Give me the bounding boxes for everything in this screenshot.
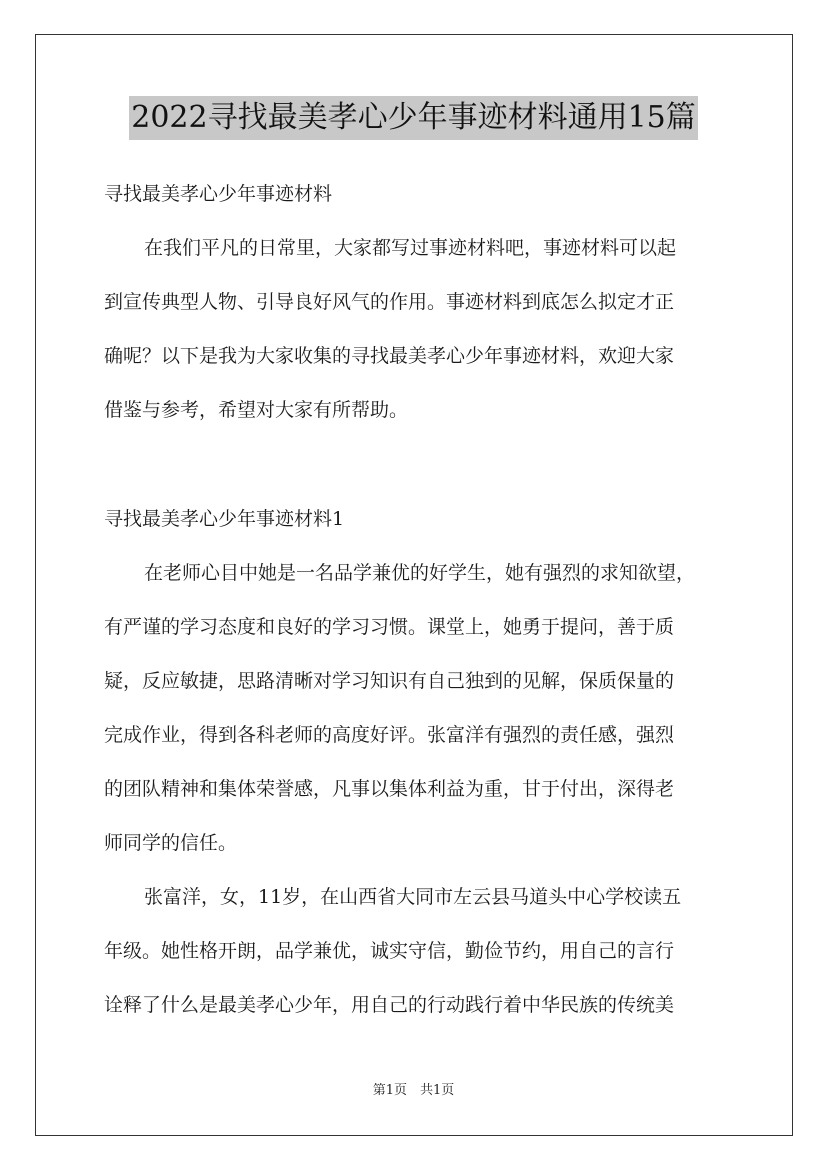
para1-line-5: 的团队精神和集体荣誉感，凡事以集体利益为重，甘于付出，深得老: [104, 778, 675, 800]
para1-line-3: 疑，反应敏捷，思路清晰对学习知识有自己独到的见解，保质保量的: [104, 670, 675, 692]
section-heading-1: 寻找最美孝心少年事迹材料1: [104, 508, 345, 530]
para2-line-2: 年级。她性格开朗，品学兼优，诚实守信，勤俭节约，用自己的言行: [104, 940, 675, 962]
para1-line-4: 完成作业，得到各科老师的高度好评。张富洋有强烈的责任感，强烈: [104, 724, 675, 746]
section-heading-intro: 寻找最美孝心少年事迹材料: [104, 183, 333, 205]
intro-line-3: 确呢？以下是我为大家收集的寻找最美孝心少年事迹材料，欢迎大家: [104, 345, 675, 367]
title-container: [0, 96, 827, 140]
intro-line-1: 在我们平凡的日常里，大家都写过事迹材料吧，事迹材料可以起: [144, 237, 677, 259]
para1-line-6: 师同学的信任。: [104, 832, 238, 854]
para1-line-1: 在老师心目中她是一名品学兼优的好学生，她有强烈的求知欲望，: [144, 562, 696, 584]
intro-line-2: 到宣传典型人物、引导良好风气的作用。事迹材料到底怎么拟定才正: [104, 291, 675, 313]
intro-line-4: 借鉴与参考，希望对大家有所帮助。: [104, 399, 409, 421]
para1-line-2: 有严谨的学习态度和良好的学习习惯。课堂上，她勇于提问，善于质: [104, 616, 675, 638]
page-footer: 第1页 共1页: [372, 1083, 455, 1098]
document-title: 2022寻找最美孝心少年事迹材料通用15篇: [129, 96, 698, 140]
para2-line-1: 张富洋，女，11岁，在山西省大同市左云县马道头中心学校读五: [144, 886, 682, 908]
para2-line-3: 诠释了什么是最美孝心少年，用自己的行动践行着中华民族的传统美: [104, 994, 675, 1016]
